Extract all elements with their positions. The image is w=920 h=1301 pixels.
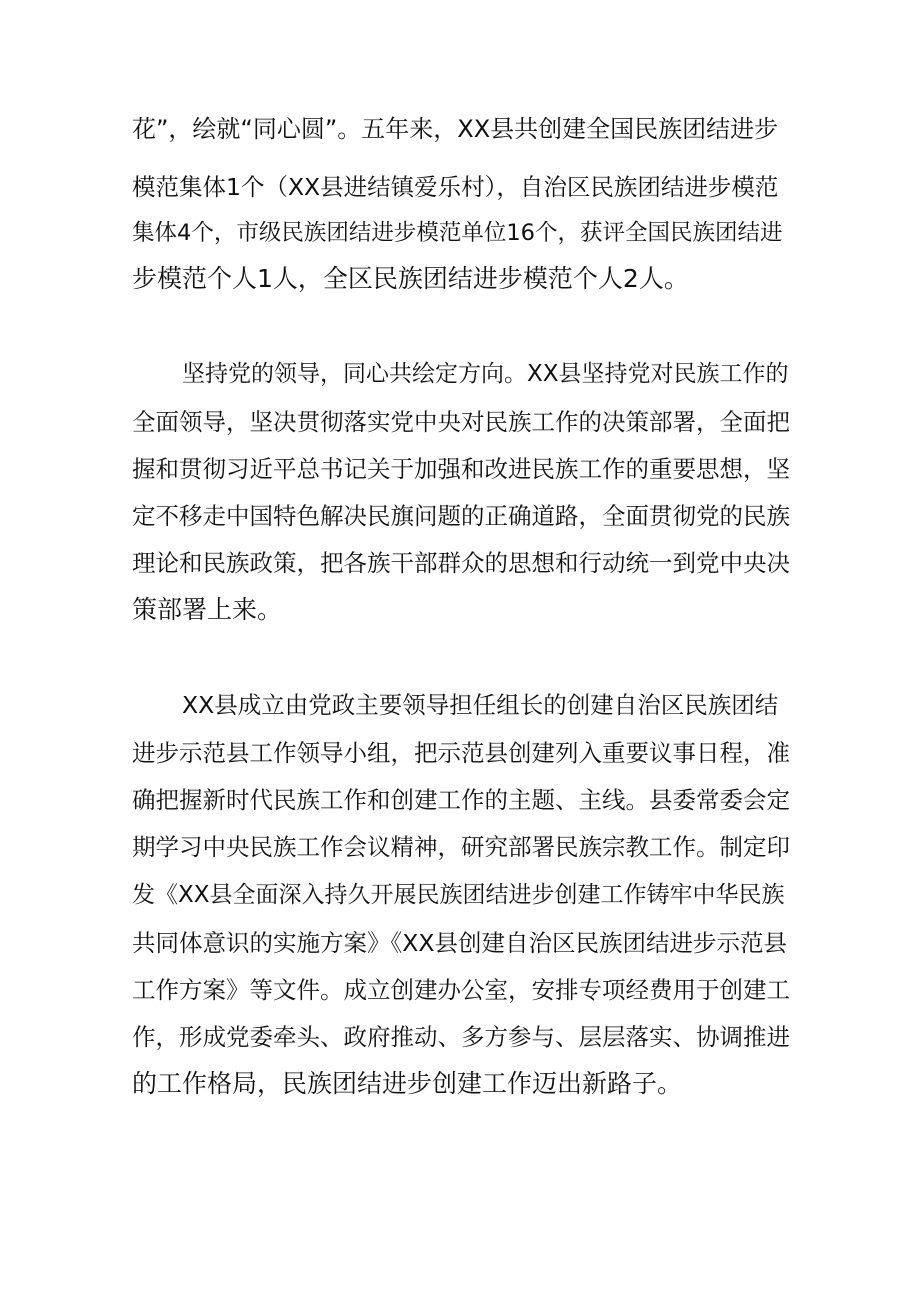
paragraph-line: 定不移走中国特色解决民旗问题的正确道路，全面贯彻党的民族: [132, 502, 790, 530]
paragraph-line: 握和贯彻习近平总书记关于加强和改进民族工作的重要思想，坚: [132, 455, 790, 483]
paragraph-line: 共同体意识的实施方案》《XX县创建自治区民族团结进步示范县: [132, 929, 787, 957]
paragraph-line: 集体4个，市级民族团结进步模范单位16个，获评全国民族团结进: [132, 220, 783, 246]
paragraph-line: 期学习中央民族工作会议精神，研究部署民族宗教工作。制定印: [132, 833, 790, 861]
paragraph-line: 作，形成党委牵头、政府推动、多方参与、层层落实、协调推进: [132, 1023, 790, 1051]
paragraph-line: 全面领导，坚决贯彻落实党中央对民族工作的决策部署，全面把: [132, 408, 790, 436]
paragraph-line: 确把握新时代民族工作和创建工作的主题、主线。县委常委会定: [132, 786, 790, 814]
paragraph-line: 策部署上来。: [132, 595, 283, 624]
paragraph-line: 坚持党的领导，同心共绘定方向。XX县坚持党对民族工作的: [182, 361, 789, 387]
paragraph-line: 工作方案》等文件。成立创建办公室，安排专项经费用于创建工: [132, 976, 790, 1004]
paragraph-line: 进步示范县工作领导小组，把示范县创建列入重要议事日程，准: [132, 739, 790, 767]
paragraph-line: XX县成立由党政主要领导担任组长的创建自治区民族团结: [182, 691, 779, 719]
paragraph-line: 模范集体1个（XX县进结镇爱乐村），自治区民族团结进步模范: [132, 173, 779, 201]
paragraph-line: 花”，绘就“同心圆”。五年来，XX县共创建全国民族团结进步: [132, 115, 779, 143]
paragraph-line: 发《XX县全面深入持久开展民族团结进步创建工作铸牢中华民族: [132, 882, 785, 908]
paragraph-line: 的工作格局，民族团结进步创建工作迈出新路子。: [132, 1069, 683, 1098]
paragraph-line: 理论和民族政策，把各族干部群众的思想和行动统一到党中央决: [132, 549, 790, 577]
paragraph-line: 步模范个人1人，全区民族团结进步模范个人2人。: [132, 264, 689, 293]
